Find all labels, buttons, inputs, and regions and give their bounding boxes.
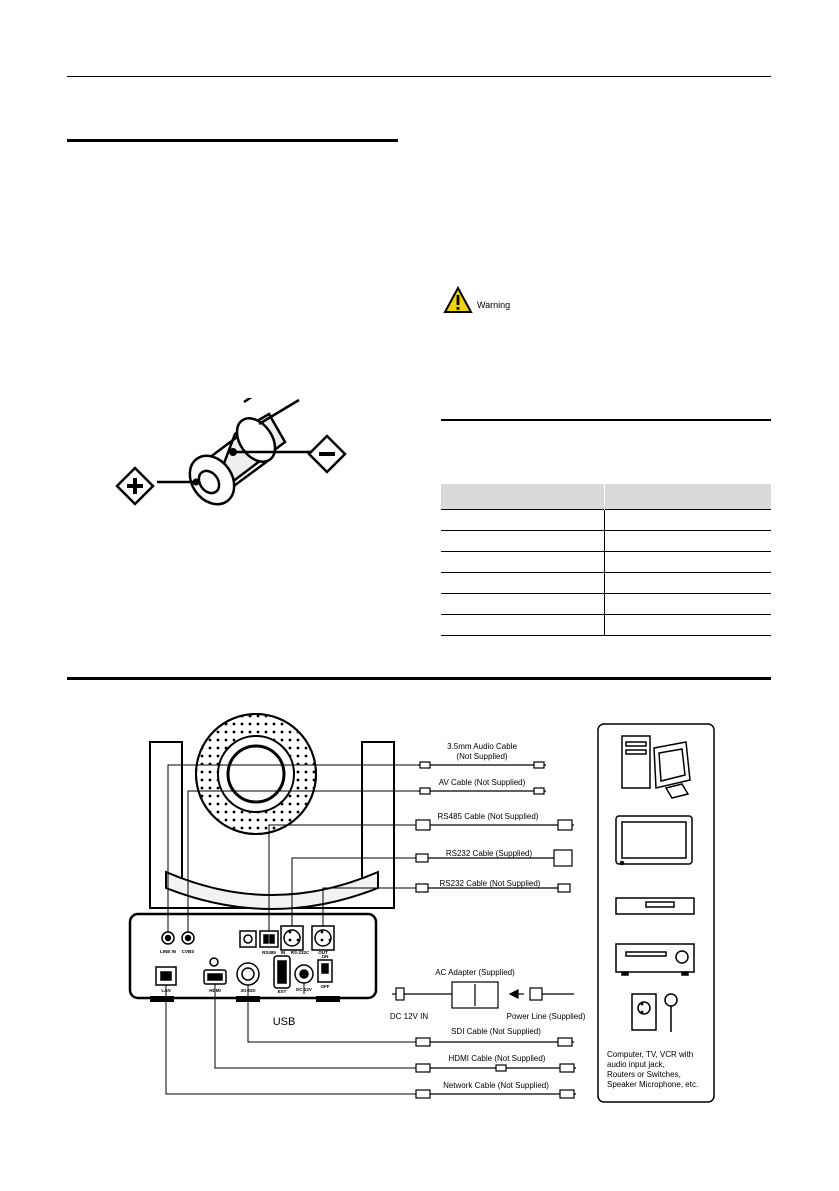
table-header-row	[441, 484, 771, 510]
connection-diagram	[126, 712, 718, 1108]
cable-label-hdmi: HDMI Cable (Not Supplied)	[448, 1054, 546, 1063]
devices-caption-line-3: Routers or Switches,	[607, 1070, 681, 1079]
warning-triangle-icon	[443, 286, 473, 314]
usb-label: USB	[272, 1016, 296, 1028]
spec-table	[441, 484, 771, 636]
table-row	[441, 510, 771, 531]
cable-label-dc-in: DC 12V IN	[389, 1012, 429, 1021]
cable-label-rs232-not-supplied: RS232 Cable (Not Supplied)	[439, 879, 541, 888]
devices-caption-line-4: Speaker Microphone, etc.	[607, 1080, 699, 1089]
table-row	[441, 531, 771, 552]
port-label-lan: LAN	[161, 988, 171, 993]
table-row	[441, 552, 771, 573]
cable-label-audio-1: 3.5mm Audio Cable	[447, 742, 517, 751]
port-label-on: ON	[321, 954, 329, 959]
table-row	[441, 594, 771, 615]
cable-label-sdi: SDI Cable (Not Supplied)	[451, 1027, 541, 1036]
port-label-in: IN	[280, 950, 286, 955]
section-rule-bottom	[67, 677, 771, 680]
table-row	[441, 573, 771, 594]
devices-caption-line-1: Computer, TV, VCR with	[607, 1050, 694, 1059]
warning-block	[443, 286, 563, 320]
cable-label-network: Network Cable (Not Supplied)	[443, 1081, 549, 1090]
port-label-hdmi: HDMI	[209, 988, 221, 993]
port-label-cvbs: CVBS	[181, 949, 195, 954]
section-rule-right	[441, 419, 771, 421]
port-label-out: OUT	[318, 950, 328, 955]
cable-label-power-line: Power Line (Supplied)	[506, 1012, 586, 1021]
devices-caption-line-2: audio input jack,	[607, 1060, 665, 1069]
table-row	[441, 615, 771, 636]
cable-label-av: AV Cable (Not Supplied)	[438, 778, 526, 787]
cable-label-rs485: RS485 Cable (Not Supplied)	[437, 812, 539, 821]
port-label-power: DC 12V	[296, 987, 312, 992]
warning-label: Warning	[477, 300, 511, 310]
table-header-cell	[441, 484, 605, 510]
battery-polarity-figure	[109, 398, 359, 510]
port-label-rs232: RS-232C	[290, 950, 310, 955]
port-label-rs485: RS485	[262, 950, 276, 955]
header-rule	[67, 76, 771, 77]
cable-label-ac-adapter: AC Adapter (Supplied)	[435, 968, 515, 977]
section-rule-left	[67, 139, 398, 142]
table-header-cell	[605, 484, 772, 510]
cable-label-rs232-supplied: RS232 Cable (Supplied)	[445, 849, 533, 858]
port-label-ext: EXT	[277, 989, 287, 994]
port-label-line-in: LINE IN	[159, 949, 177, 954]
port-label-sdi: 3G-SDI	[240, 988, 256, 993]
cable-label-audio-2: (Not Supplied)	[456, 752, 508, 761]
port-label-off: OFF	[320, 984, 330, 989]
